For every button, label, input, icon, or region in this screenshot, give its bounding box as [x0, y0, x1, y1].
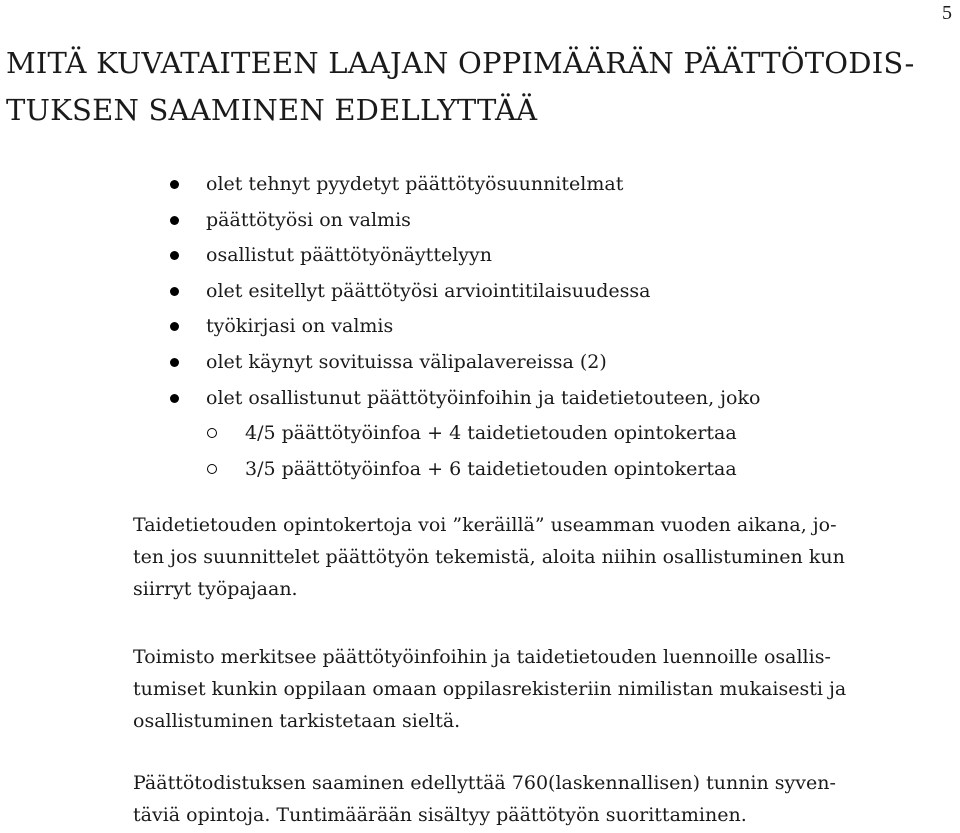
list-item — [170, 203, 760, 239]
title-line: MITÄ KUVATAITEEN LAAJAN OPPIMÄÄRÄN PÄÄTTÖTODIS- — [6, 46, 915, 80]
list-item — [170, 274, 760, 310]
paragraph-line: tumiset kunkin oppilaan omaan oppilasrekisteriin nimilistan mukaisesti ja — [133, 678, 847, 700]
list-item-text: olet tehnyt pyydetyt päättötyösuunnitelmat — [206, 173, 624, 195]
list-item-text: päättötyösi on valmis — [206, 208, 411, 231]
sub-list-item-text: 4/5 päättötyöinfoa + 4 taidetietouden opintokertaa — [245, 422, 737, 444]
list-item — [170, 238, 760, 274]
sub-list-item-text: 3/5 päättötyöinfoa + 6 taidetietouden opintokertaa — [245, 457, 737, 480]
bullet-icon — [170, 394, 179, 403]
bullet-icon — [170, 322, 179, 331]
paragraph-office-records — [133, 641, 953, 737]
paragraph-line: ten jos suunnittelet päättötyön tekemistä, aloita niihin osallistuminen kun — [133, 546, 845, 568]
paragraph-line: osallistuminen tarkistetaan sieltä. — [133, 710, 461, 732]
bullet-icon — [170, 216, 179, 225]
requirements-list — [170, 167, 760, 416]
sub-options-list — [170, 416, 737, 487]
bullet-icon — [170, 251, 179, 260]
paragraph-study-sessions — [133, 509, 953, 605]
list-item-text: olet osallistunut päättötyöinfoihin ja taidetietouteen, joko — [206, 386, 761, 409]
bullet-icon — [170, 180, 179, 189]
circle-bullet-icon — [207, 428, 217, 438]
list-item-text: työkirjasi on valmis — [206, 315, 394, 338]
list-item — [170, 381, 760, 417]
paragraph-line: Taidetietouden opintokertoja voi ”keräillä” useamman vuoden aikana, jo- — [133, 514, 837, 536]
bullet-icon — [170, 287, 179, 296]
circle-bullet-icon — [207, 464, 217, 474]
list-item — [170, 167, 760, 203]
page-title — [6, 40, 946, 134]
paragraph-line: Päättötodistuksen saaminen edellyttää 760(laskennallisen) tunnin syven- — [133, 772, 836, 794]
list-item — [170, 345, 760, 381]
list-item-text: olet esitellyt päättötyösi arviointitilaisuudessa — [206, 279, 651, 302]
page-number: 5 — [942, 2, 952, 24]
sub-list-item — [170, 452, 737, 488]
paragraph-line: siirryt työpajaan. — [133, 578, 298, 600]
list-item — [170, 309, 760, 345]
paragraph-hours-requirement — [133, 767, 953, 831]
list-item-text: olet käynyt sovituissa välipalavereissa (2) — [206, 350, 607, 373]
paragraph-line: täviä opintoja. Tuntimäärään sisältyy päättötyön suorittaminen. — [133, 804, 747, 826]
bullet-icon — [170, 358, 179, 367]
list-item-text: osallistut päättötyönäyttelyyn — [206, 244, 492, 267]
sub-list-item — [170, 416, 737, 452]
title-line: TUKSEN SAAMINEN EDELLYTTÄÄ — [6, 93, 538, 127]
paragraph-line: Toimisto merkitsee päättötyöinfoihin ja taidetietouden luennoille osallis- — [133, 646, 831, 668]
